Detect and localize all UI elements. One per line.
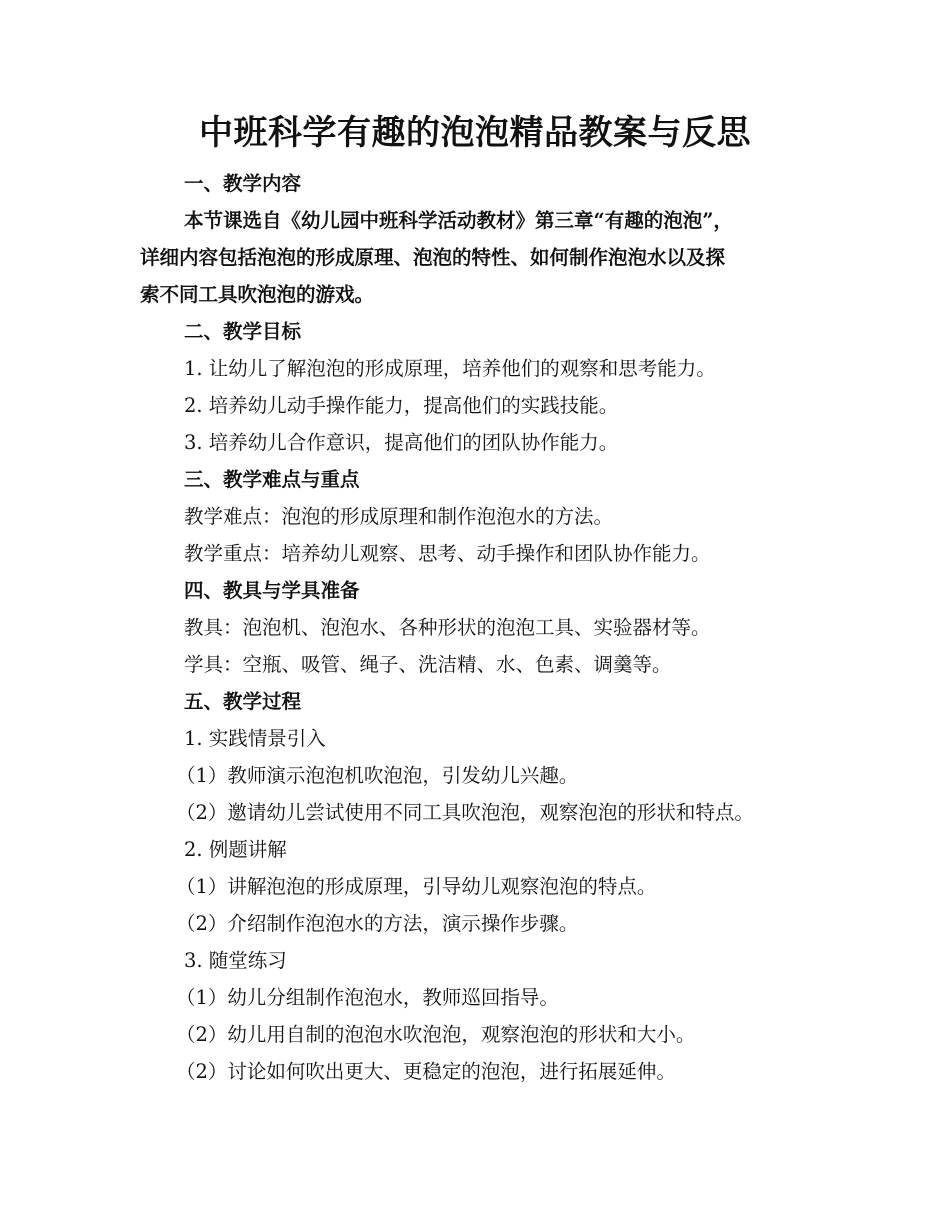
process-step: 1. 实践情景引入	[184, 727, 326, 750]
document-title: 中班科学有趣的泡泡精品教案与反思	[199, 113, 751, 153]
paragraph-line: 详细内容包括泡泡的形成原理、泡泡的特性、如何制作泡泡水以及探	[140, 246, 726, 269]
process-step: 2. 例题讲解	[184, 838, 287, 861]
process-substep: （2）讨论如何吹出更大、更稳定的泡泡，进行拓展延伸。	[176, 1060, 676, 1083]
section-heading-teaching-content: 一、教学内容	[184, 172, 302, 195]
process-substep: （1）幼儿分组制作泡泡水，教师巡回指导。	[176, 986, 559, 1009]
difficulty-item: 教学难点：泡泡的形成原理和制作泡泡水的方法。	[184, 505, 614, 528]
process-substep: （2）邀请幼儿尝试使用不同工具吹泡泡，观察泡泡的形状和特点。	[176, 801, 754, 824]
teaching-aids-item: 教具：泡泡机、泡泡水、各种形状的泡泡工具、实验器材等。	[184, 616, 711, 639]
process-step: 3. 随堂练习	[184, 949, 287, 972]
section-heading-teaching-goals: 二、教学目标	[184, 320, 302, 343]
process-substep: （2）介绍制作泡泡水的方法，演示操作步骤。	[176, 912, 579, 935]
section-heading-difficulties-focus: 三、教学难点与重点	[184, 468, 360, 491]
goal-item: 3. 培养幼儿合作意识，提高他们的团队协作能力。	[184, 431, 619, 454]
document-body	[140, 165, 820, 1090]
process-substep: （2）幼儿用自制的泡泡水吹泡泡，观察泡泡的形状和大小。	[176, 1023, 696, 1046]
goal-item: 1. 让幼儿了解泡泡的形成原理，培养他们的观察和思考能力。	[184, 357, 716, 380]
process-substep: （1）教师演示泡泡机吹泡泡，引发幼儿兴趣。	[176, 764, 579, 787]
goal-item: 2. 培养幼儿动手操作能力，提高他们的实践技能。	[184, 394, 619, 417]
process-substep: （1）讲解泡泡的形成原理，引导幼儿观察泡泡的特点。	[176, 875, 657, 898]
paragraph-line: 本节课选自《幼儿园中班科学活动教材》第三章“有趣的泡泡”，	[184, 209, 733, 232]
learning-tools-item: 学具：空瓶、吸管、绳子、洗洁精、水、色素、调羹等。	[184, 653, 672, 676]
section-heading-materials: 四、教具与学具准备	[184, 579, 360, 602]
section-heading-teaching-process: 五、教学过程	[184, 690, 302, 713]
focus-item: 教学重点：培养幼儿观察、思考、动手操作和团队协作能力。	[184, 542, 711, 565]
paragraph-line: 索不同工具吹泡泡的游戏。	[140, 283, 375, 306]
teaching-content-paragraph	[140, 202, 820, 313]
